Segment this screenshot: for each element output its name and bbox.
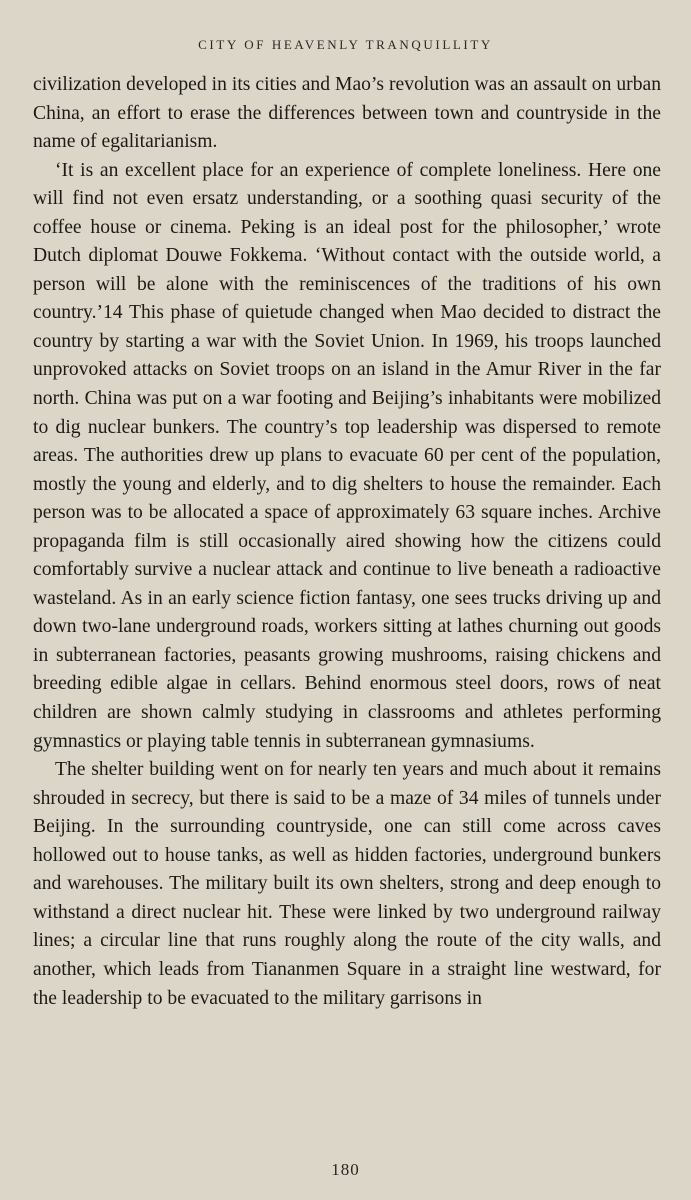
paragraph-1: civilization developed in its cities and Mao’s revolution was an assault on urban China, an effort to erase the differences between town and countryside in the name of egalitarianism. [33, 74, 661, 153]
page-number: 180 [331, 1160, 360, 1179]
paragraph-3: The shelter building went on for nearly ten years and much about it remains shrouded in secrecy, but there is said to be a maze of 34 miles of tunnels under Beijing. In the surrounding countryside, one can still come across caves hollowed out to house tanks, as well as hidden factories, underground bunkers and warehouses. The military built its own shelters, strong and deep enough to withstand a direct nuclear hit. These were linked by two underground railway lines; a circular line that runs roughly along the route of the city walls, and another, which leads from Tiananmen Square in a straight line westward, for the leadership to be evacuated to the military garrisons in [33, 759, 661, 1009]
paragraph-2: ‘It is an excellent place for an experience of complete loneliness. Here one will find not even ersatz understanding, or a soothing quasi security of the coffee house or cinema. Peking is an ideal post for the philosopher,’ wrote Dutch diplomat Douwe Fokkema. ‘Without contact with the outside world, a person will be alone with the reminiscences of the traditions of his own country.’14 This phase of quietude changed when Mao decided to distract the country by starting a war with the Soviet Union. In 1969, his troops launched unprovoked attacks on Soviet troops on an island in the Amur River in the far north. China was put on a war footing and Beijing’s inhabitants were mobilized to dig nuclear bunkers. The country’s top leadership was dispersed to remote areas. The authorities drew up plans to evacuate 60 per cent of the population, mostly the young and elderly, and to dig shelters to house the remainder. Each person was to be allocated a space of approximately 63 square inches. Archive propaganda film is still occasionally aired showing how the citizens could comfortably survive a nuclear attack and continue to live beneath a radioactive wasteland. As in an early science fiction fantasy, one sees trucks driving up and down two-lane underground roads, workers sitting at lathes churning out goods in subterranean factories, peasants growing mushrooms, raising chickens and breeding edible algae in cellars. Behind enormous steel doors, rows of neat children are shown calmly studying in classrooms and athletes performing gymnastics or playing table tennis in subterranean gymnasiums. [33, 159, 661, 752]
body-text [33, 71, 661, 1013]
running-head: CITY OF HEAVENLY TRANQUILLITY [198, 37, 493, 52]
